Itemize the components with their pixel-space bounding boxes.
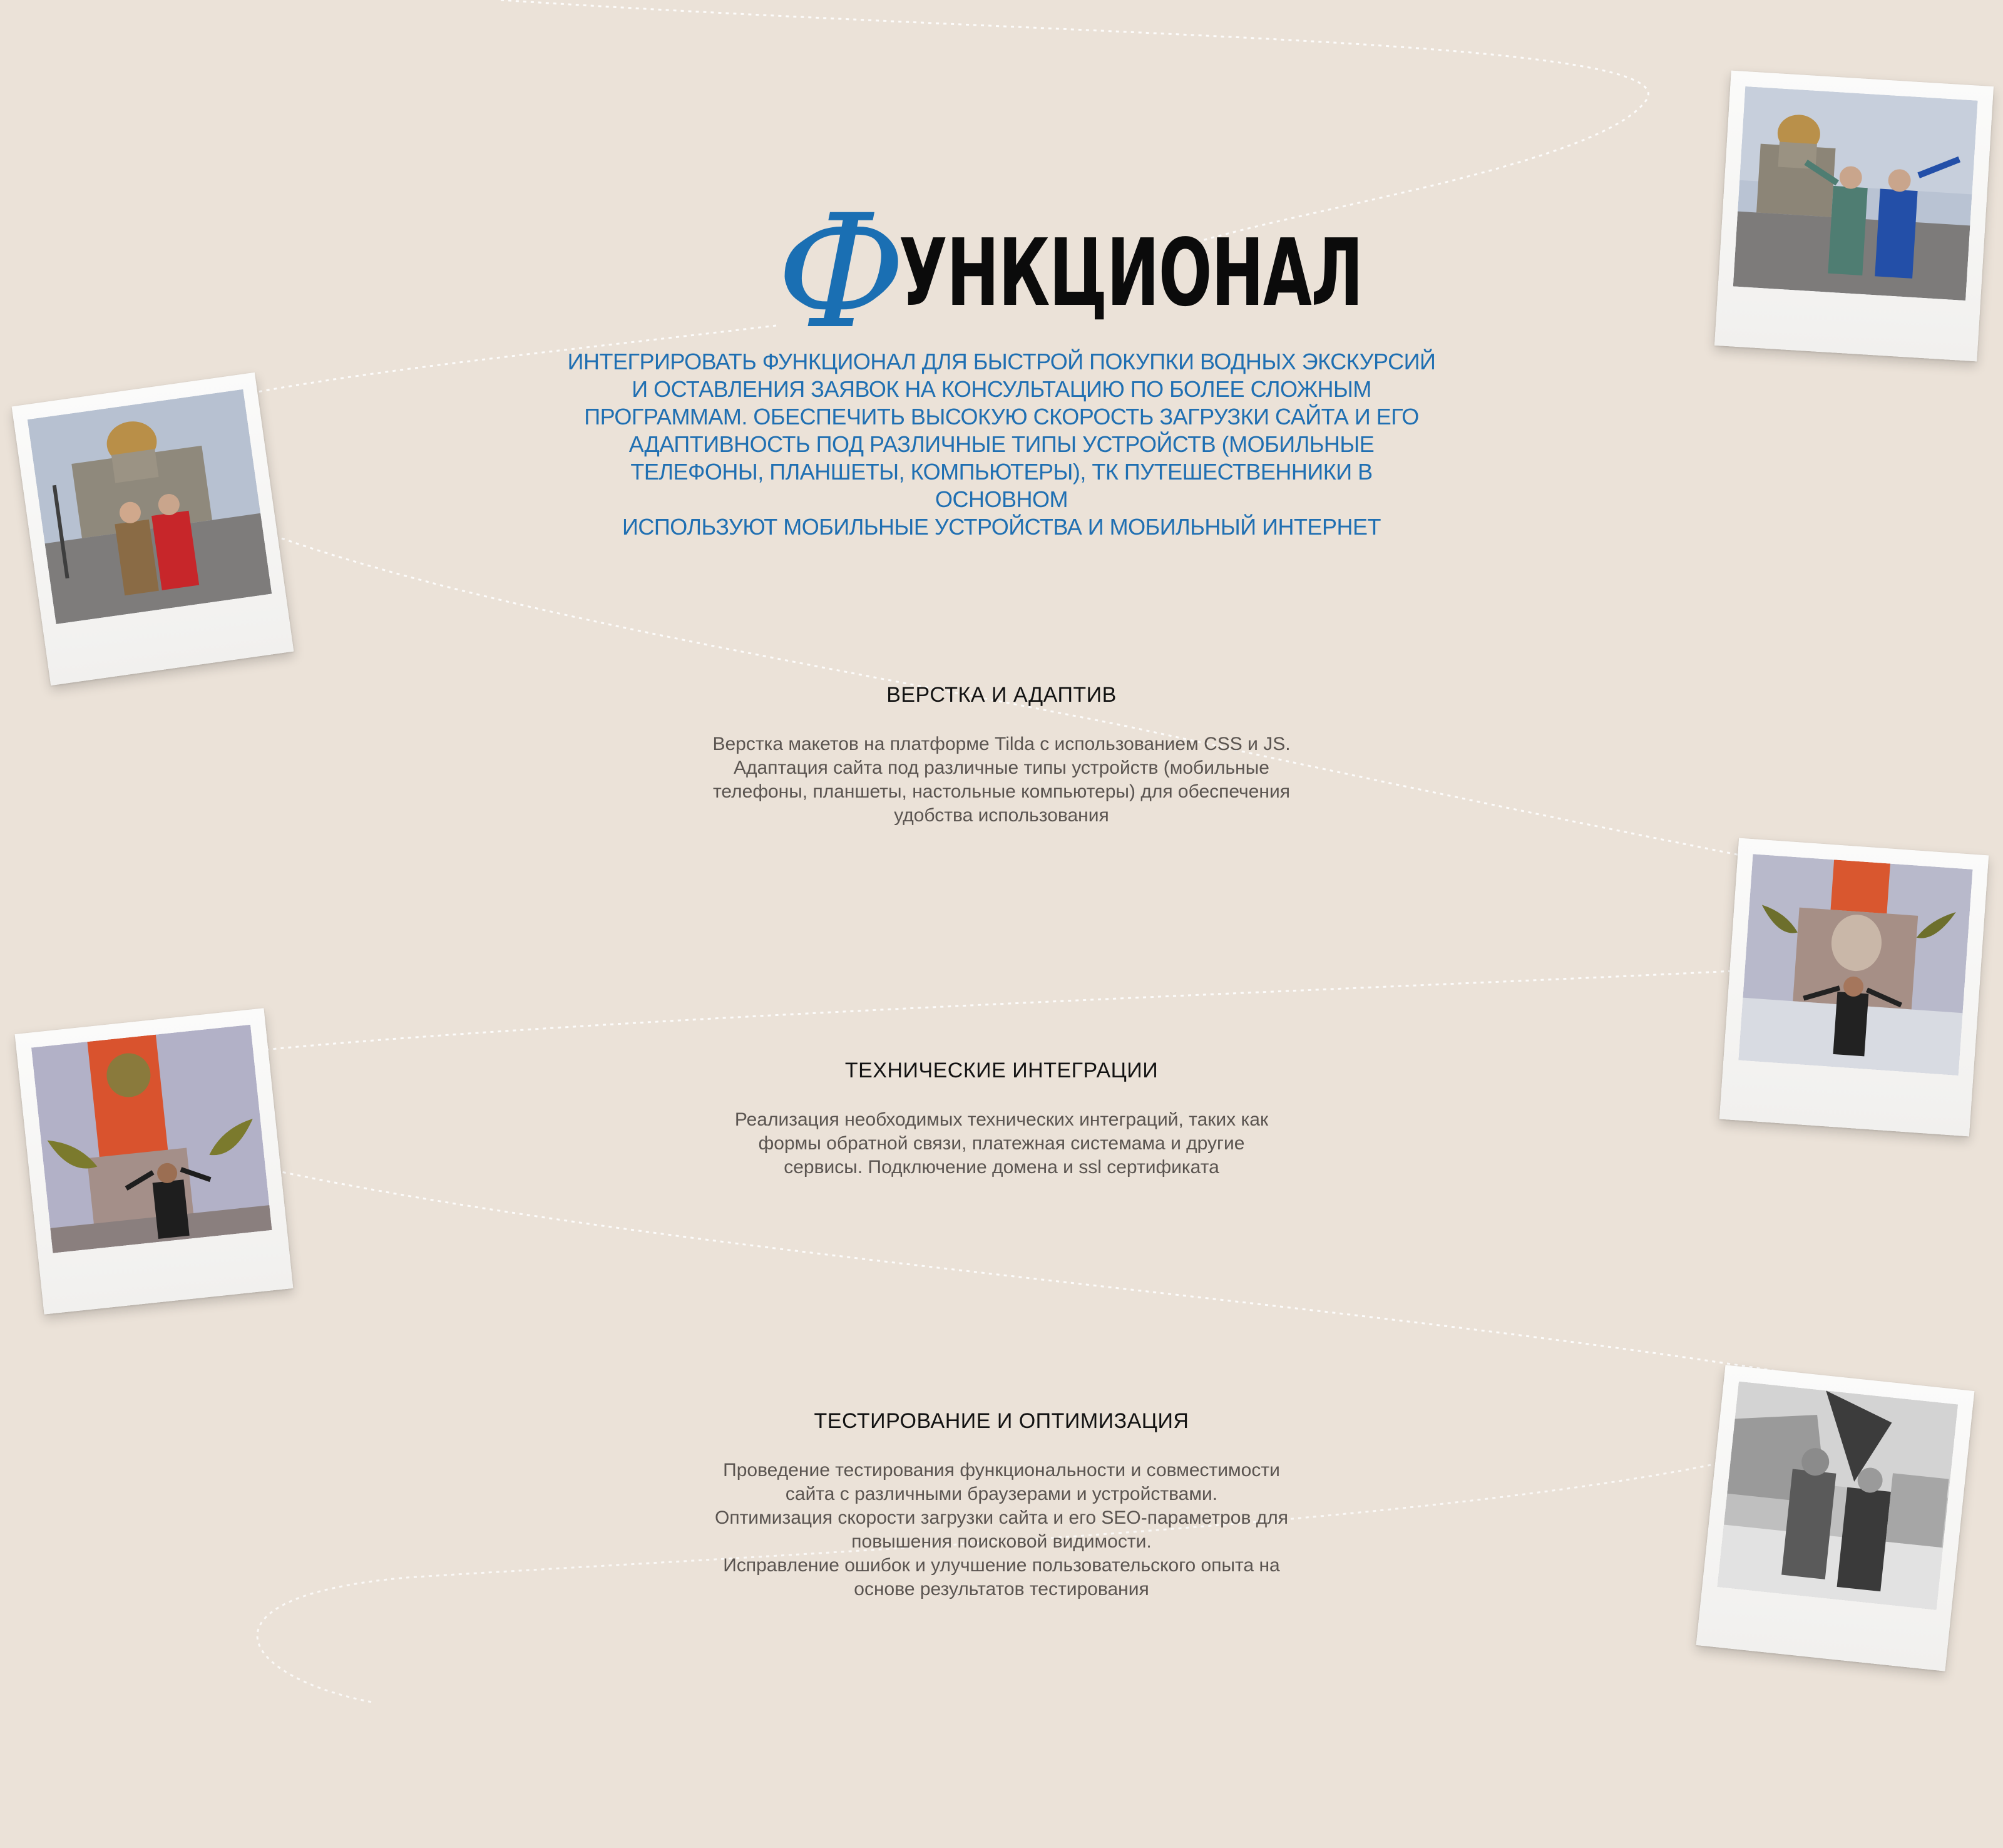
section-description — [626, 732, 1377, 828]
isaac-cathedral-two-men-photo — [1733, 86, 1978, 300]
section-line: сервисы. Подключение домена и ssl сертификата — [784, 1157, 1219, 1178]
isaac-cathedral-two-women-photo — [28, 389, 272, 624]
section-line: Верстка макетов на платформе Tilda с использованием CSS и JS. — [712, 734, 1291, 754]
intro-text — [563, 348, 1440, 541]
intro-line: И ОСТАВЛЕНИЯ ЗАЯВОК НА КОНСУЛЬТАЦИЮ ПО БОЛЕЕ СЛОЖНЫМ — [632, 376, 1371, 402]
section-description — [626, 1108, 1377, 1179]
page-title — [776, 181, 1363, 363]
section-line: Адаптация сайта под различные типы устройств (мобильные — [734, 757, 1269, 778]
intro-line: ТЕЛЕФОНЫ, ПЛАНШЕТЫ, КОМПЬЮТЕРЫ), ТК ПУТЕШЕСТВЕННИКИ В ОСНОВНОМ — [630, 459, 1373, 512]
section-technical-integrations — [626, 1058, 1377, 1179]
section-line: Оптимизация скорости загрузки сайта и его SEO-параметров для — [714, 1507, 1288, 1528]
section-line: повышения поисковой видимости. — [851, 1531, 1152, 1552]
polaroid-photo-right-middle — [1719, 838, 1989, 1137]
page-title-text: УНКЦИОНАЛ — [899, 219, 1363, 327]
polaroid-photo-bottom-right — [1696, 1365, 1975, 1671]
section-line: Проведение тестирования функциональности и совместимости — [723, 1460, 1280, 1481]
rostral-column-woman-photo — [1738, 854, 1972, 1075]
intro-line: ПРОГРАММАМ. ОБЕСПЕЧИТЬ ВЫСОКУЮ СКОРОСТЬ ЗАГРУЗКИ САЙТА И ЕГО — [584, 404, 1419, 429]
section-title: ТЕХНИЧЕСКИЕ ИНТЕГРАЦИИ — [844, 1059, 1159, 1082]
polaroid-photo-left-top — [12, 372, 294, 685]
page-title-initial: Ф — [776, 181, 906, 363]
section-line: Исправление ошибок и улучшение пользовательского опыта на — [723, 1555, 1280, 1576]
section-line: телефоны, планшеты, настольные компьютеры) для обеспечения — [713, 781, 1290, 802]
section-line: основе результатов тестирования — [854, 1579, 1149, 1599]
section-line: Реализация необходимых технических интеграций, таких как — [734, 1109, 1269, 1130]
section-line: сайта с различными браузерами и устройствами. — [785, 1484, 1218, 1504]
section-description — [626, 1459, 1377, 1601]
section-layout-adaptive — [626, 682, 1377, 828]
polaroid-photo-left-bottom — [15, 1008, 294, 1314]
intro-line: ИНТЕГРИРОВАТЬ ФУНКЦИОНАЛ ДЛЯ БЫСТРОЙ ПОКУПКИ ВОДНЫХ ЭКСКУРСИЙ — [567, 349, 1436, 374]
black-and-white-two-people-photo — [1717, 1382, 1958, 1610]
section-testing-optimization — [626, 1409, 1377, 1601]
intro-line: ИСПОЛЬЗУЮТ МОБИЛЬНЫЕ УСТРОЙСТВА И МОБИЛЬНЫЙ ИНТЕРНЕТ — [622, 514, 1381, 540]
intro-line: АДАПТИВНОСТЬ ПОД РАЗЛИЧНЫЕ ТИПЫ УСТРОЙСТВ (МОБИЛЬНЫЕ — [628, 431, 1375, 457]
section-line: удобства использования — [894, 805, 1109, 826]
rostral-column-woman-photo — [31, 1025, 272, 1253]
section-title: ВЕРСТКА И АДАПТИВ — [886, 683, 1117, 707]
section-title: ТЕСТИРОВАНИЕ И ОПТИМИЗАЦИЯ — [814, 1409, 1189, 1433]
polaroid-photo-top-right — [1714, 71, 1994, 362]
section-line: формы обратной связи, платежная системама и другие — [758, 1133, 1245, 1154]
